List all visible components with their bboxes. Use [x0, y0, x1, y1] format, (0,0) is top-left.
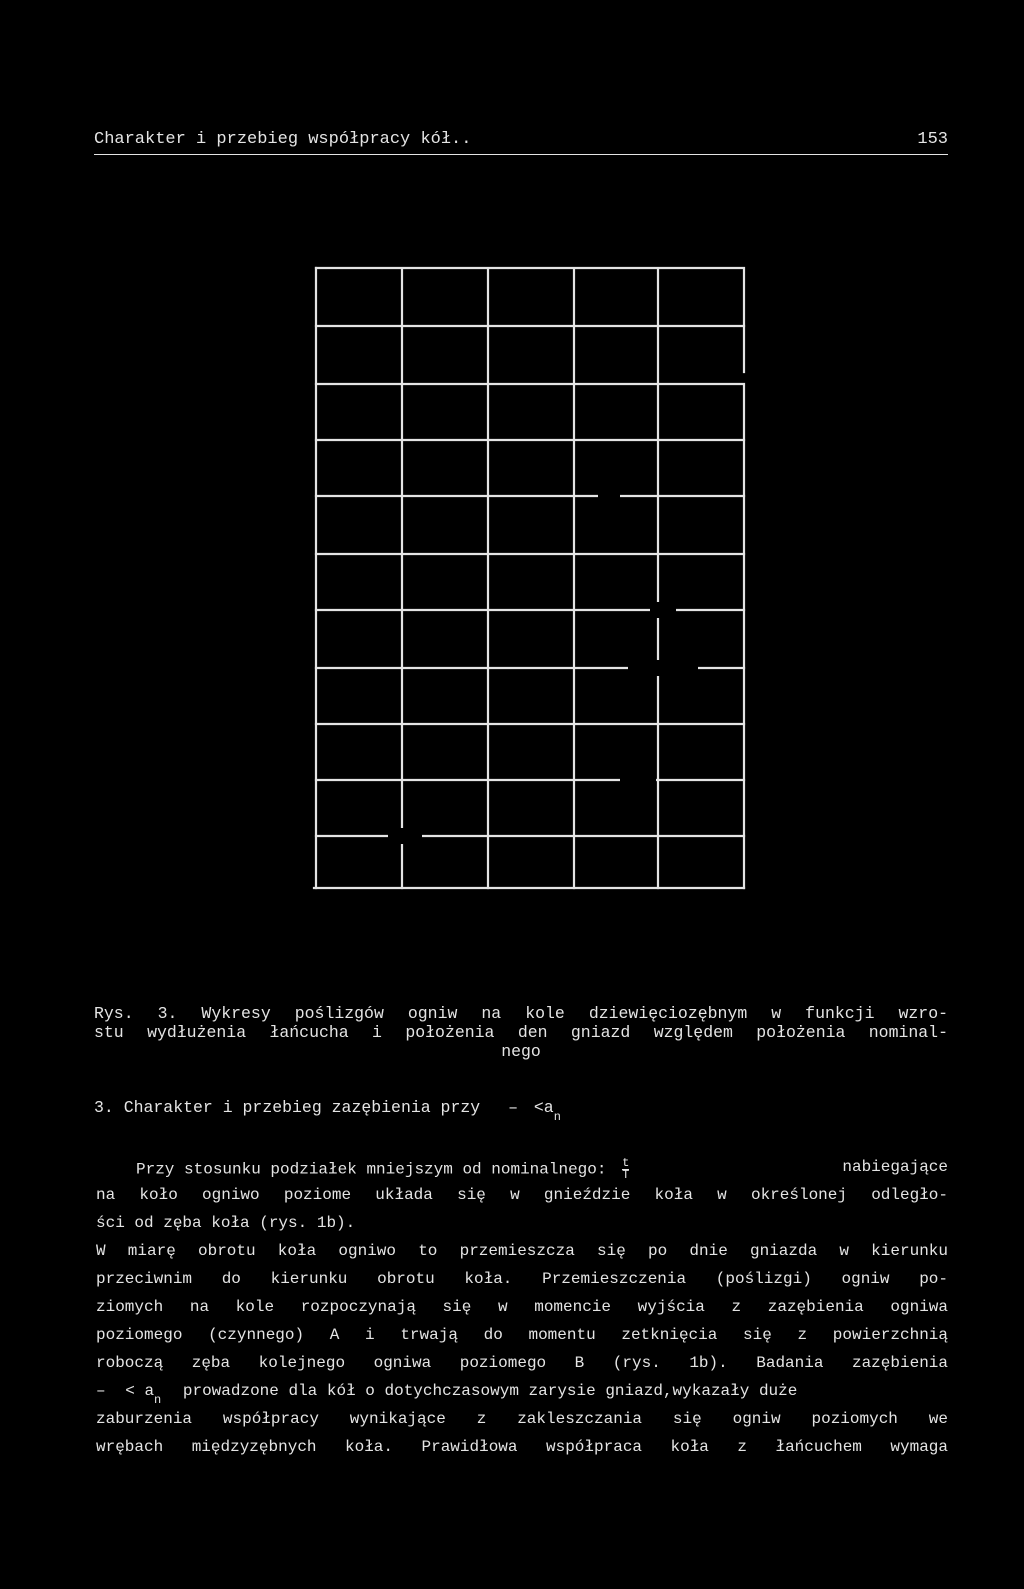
paragraph-line-11: wrębach międzyzębnych koła. Prawidłowa współpraca koła z łańcuchem wymaga	[96, 1438, 948, 1456]
paragraph-line-9: – < $a_n$ prowadzone dla kół o dotychczasowym zarysie gniazd,wykazały duże	[96, 1382, 798, 1408]
paragraph-line-2: na koło ogniwo poziome układa się w gnieździe koła w określonej odległo-	[96, 1186, 948, 1204]
paragraph-line-6: ziomych na kole rozpoczynają się w momencie wyjścia z zazębienia ogniwa	[96, 1298, 948, 1316]
fraction-t-over-T: $\frac{t}{T}$	[622, 1156, 630, 1182]
paragraph-line-3: ści od zęba koła (rys. 1b).	[96, 1214, 356, 1232]
section-heading: 3. Charakter i przebieg zazębienia przy – $<a_n$	[94, 1098, 561, 1125]
paragraph-line-5: przeciwnim do kierunku obrotu koła. Przemieszczenia (poślizgi) ogniw po-	[96, 1270, 948, 1288]
figure-caption-line-3: nego	[501, 1042, 541, 1061]
paragraph-line-4: W miarę obrotu koła ogniwo to przemieszcza się po dnie gniazda w kierunku	[96, 1242, 948, 1260]
figure-caption-line-1: Rys. 3. Wykresy poślizgów ogniw na kole dziewięciozębnym w funkcji wzro-	[94, 1004, 948, 1023]
paragraph-line-8: roboczą zęba kolejnego ogniwa poziomego B (rys. 1b). Badania zazębienia	[96, 1354, 948, 1372]
paragraph-line-10: zaburzenia współpracy wynikające z zakleszczania się ogniw poziomych we	[96, 1410, 948, 1428]
paragraph-line-1: Przy stosunku podziałek mniejszym od nominalnego: $\frac{t}{T}$ nabiegające	[136, 1156, 948, 1182]
header-title: Charakter i przebieg współpracy kół..	[94, 130, 472, 149]
paragraph-line-7: poziomego (czynnego) A i trwają do momentu zetknięcia się z powierzchnią	[96, 1326, 948, 1344]
page-number: 153	[917, 130, 948, 149]
figure-caption-line-2: stu wydłużenia łańcucha i położenia den gniazd względem położenia nominal-	[94, 1023, 948, 1042]
